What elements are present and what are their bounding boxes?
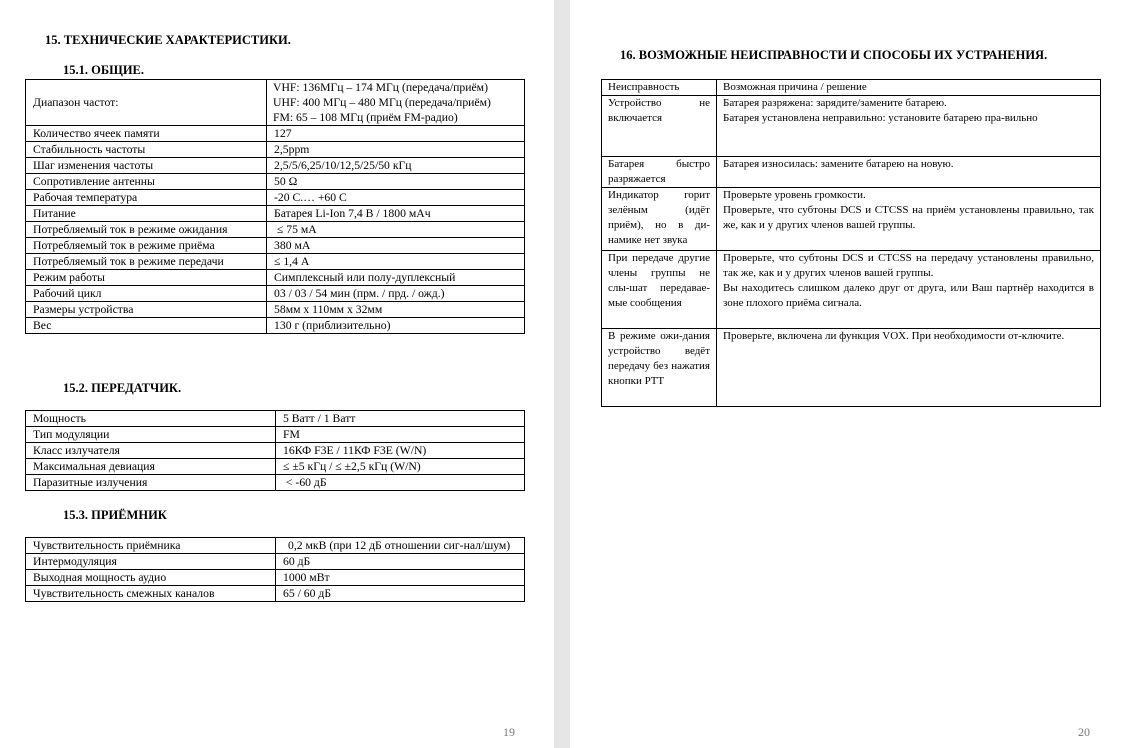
spec-value xyxy=(267,80,525,126)
column-header: Возможная причина / решение xyxy=(717,80,1101,96)
spec-name: Шаг изменения частоты xyxy=(26,158,267,174)
spec-name: Класс излучателя xyxy=(26,443,276,459)
spec-row xyxy=(26,126,525,142)
subsection-title-receiver: 15.3. ПРИЁМНИК xyxy=(63,508,167,522)
solution-text: Проверьте уровень громкости. xyxy=(723,189,866,201)
spec-row xyxy=(26,538,525,554)
troubleshooting-row xyxy=(602,329,1101,407)
solution-text: Батарея износилась: замените батарею на новую. xyxy=(723,158,954,170)
spec-value: -20 С.… +60 С xyxy=(267,190,525,206)
spec-name: Количество ячеек памяти xyxy=(26,126,267,142)
spec-row xyxy=(26,427,525,443)
solution-text: Проверьте, что субтоны DCS и CTCSS на приём установлены правильно, так же, как и у других членов вашей группы. xyxy=(723,204,1094,231)
transmitter-specs-table xyxy=(25,410,525,491)
spec-name: Размеры устройства xyxy=(26,302,267,318)
general-specs-table xyxy=(25,79,525,334)
spec-name: Паразитные излучения xyxy=(26,475,276,491)
spec-name: Чувствительность смежных каналов xyxy=(26,586,276,602)
solution-cell xyxy=(717,329,1101,407)
spec-name: Диапазон частот: xyxy=(26,80,267,126)
spec-value: 2,5/5/6,25/10/12,5/25/50 кГц xyxy=(267,158,525,174)
spec-value: Симплексный или полу-дуплексный xyxy=(267,270,525,286)
spec-value: 0,2 мкВ (при 12 дБ отношении сиг-нал/шум) xyxy=(276,538,525,554)
receiver-specs-table xyxy=(25,537,525,602)
spec-name: Рабочий цикл xyxy=(26,286,267,302)
problem-cell: Батарея быстро разряжается xyxy=(602,157,717,188)
spec-value: 5 Ватт / 1 Ватт xyxy=(276,411,525,427)
spec-value: ≤ 1,4 А xyxy=(267,254,525,270)
table-header-row xyxy=(602,80,1101,96)
page-20 xyxy=(570,0,1123,748)
spec-row xyxy=(26,443,525,459)
spec-value: 1000 мВт xyxy=(276,570,525,586)
problem-cell: При передаче другие члены группы не слы-шат передавае-мые сообщения xyxy=(602,251,717,329)
spec-row xyxy=(26,222,525,238)
spec-row xyxy=(26,254,525,270)
spec-value: 130 г (приблизительно) xyxy=(267,318,525,334)
spec-row-frequency xyxy=(26,80,525,126)
spec-value: 127 xyxy=(267,126,525,142)
spec-name: Вес xyxy=(26,318,267,334)
solution-text: Вы находитесь слишком далеко друг от друга, или Ваш партнёр находится в зоне плохого приёма сигнала. xyxy=(723,282,1094,309)
spec-value: FM xyxy=(276,427,525,443)
page-number: 19 xyxy=(503,725,515,739)
spec-name: Тип модуляции xyxy=(26,427,276,443)
page-gutter xyxy=(554,0,570,748)
spec-row xyxy=(26,475,525,491)
freq-line: VHF: 136МГц – 174 МГц (передача/приём) xyxy=(273,81,488,94)
troubleshooting-row xyxy=(602,251,1101,329)
problem-cell: Индикатор горит зелёным (идёт приём), но в ди-намике нет звука xyxy=(602,188,717,251)
spec-value: Батарея Li-Ion 7,4 В / 1800 мАч xyxy=(267,206,525,222)
solution-cell xyxy=(717,251,1101,329)
spec-value: 60 дБ xyxy=(276,554,525,570)
spec-name: Мощность xyxy=(26,411,276,427)
spec-row xyxy=(26,174,525,190)
solution-cell xyxy=(717,188,1101,251)
problem-cell: В режиме ожи-дания устройство ведёт передачу без нажатия кнопки PTT xyxy=(602,329,717,407)
page-number: 20 xyxy=(1078,725,1090,739)
spec-name: Выходная мощность аудио xyxy=(26,570,276,586)
spec-name: Стабильность частоты xyxy=(26,142,267,158)
troubleshooting-row xyxy=(602,96,1101,157)
solution-text: Батарея установлена неправильно: установите батарею пра-вильно xyxy=(723,112,1038,124)
freq-line: UHF: 400 МГц – 480 МГц (передача/приём) xyxy=(273,96,491,109)
solution-text: Проверьте, включена ли функция VOX. При необходимости от-ключите. xyxy=(723,330,1065,342)
spec-name: Рабочая температура xyxy=(26,190,267,206)
solution-cell xyxy=(717,96,1101,157)
solution-text: Проверьте, что субтоны DCS и CTCSS на передачу установлены правильно, так же, как и у других членов вашей группы. xyxy=(723,252,1094,279)
troubleshooting-row xyxy=(602,188,1101,251)
problem-cell: Устройство не включается xyxy=(602,96,717,157)
spec-row xyxy=(26,318,525,334)
spec-value: 16КФ F3E / 11КФ F3E (W/N) xyxy=(276,443,525,459)
spec-row xyxy=(26,286,525,302)
solution-cell xyxy=(717,157,1101,188)
spec-name: Потребляемый ток в режиме ожидания xyxy=(26,222,267,238)
spec-name: Потребляемый ток в режиме передачи xyxy=(26,254,267,270)
spec-value: < -60 дБ xyxy=(276,475,525,491)
spec-name: Чувствительность приёмника xyxy=(26,538,276,554)
spec-name: Режим работы xyxy=(26,270,267,286)
section-heading-15: 15. ТЕХНИЧЕСКИЕ ХАРАКТЕРИСТИКИ. xyxy=(45,33,291,47)
column-header: Неисправность xyxy=(602,80,717,96)
spec-value: 58мм х 110мм х 32мм xyxy=(267,302,525,318)
spec-row xyxy=(26,190,525,206)
spec-value: 03 / 03 / 54 мин (прм. / прд. / ожд.) xyxy=(267,286,525,302)
spec-name: Потребляемый ток в режиме приёма xyxy=(26,238,267,254)
spec-row xyxy=(26,270,525,286)
spec-value: 65 / 60 дБ xyxy=(276,586,525,602)
spec-row xyxy=(26,411,525,427)
spec-row xyxy=(26,586,525,602)
freq-line: FM: 65 – 108 МГц (приём FM-радио) xyxy=(273,111,458,124)
spec-value: ≤ 75 мА xyxy=(267,222,525,238)
spec-row xyxy=(26,554,525,570)
spec-name: Сопротивление антенны xyxy=(26,174,267,190)
spec-row xyxy=(26,158,525,174)
spec-value: 2,5ppm xyxy=(267,142,525,158)
section-heading-16: 16. ВОЗМОЖНЫЕ НЕИСПРАВНОСТИ И СПОСОБЫ ИХ УСТРАНЕНИЯ. xyxy=(620,48,1048,62)
solution-text: Батарея разряжена: зарядите/замените батарею. xyxy=(723,97,947,109)
subsection-title-general: 15.1. ОБЩИЕ. xyxy=(63,63,145,77)
spec-row xyxy=(26,302,525,318)
troubleshooting-table xyxy=(601,79,1101,407)
spec-row xyxy=(26,459,525,475)
spec-name: Интермодуляция xyxy=(26,554,276,570)
spec-row xyxy=(26,142,525,158)
spec-value: 380 мА xyxy=(267,238,525,254)
spec-value: 50 Ω xyxy=(267,174,525,190)
spec-name: Питание xyxy=(26,206,267,222)
spec-value: ≤ ±5 кГц / ≤ ±2,5 кГц (W/N) xyxy=(276,459,525,475)
spec-name: Максимальная девиация xyxy=(26,459,276,475)
troubleshooting-row xyxy=(602,157,1101,188)
page-19 xyxy=(0,0,554,748)
subsection-title-transmitter: 15.2. ПЕРЕДАТЧИК. xyxy=(63,381,182,395)
spec-row xyxy=(26,570,525,586)
spec-row xyxy=(26,206,525,222)
spec-row xyxy=(26,238,525,254)
